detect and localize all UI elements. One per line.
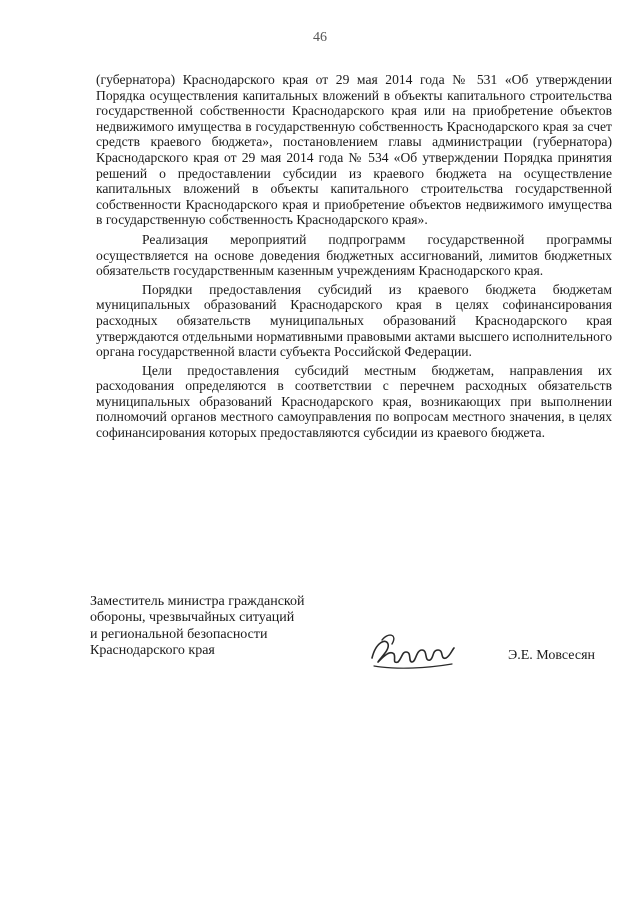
- paragraph-subsidy-procedures: Порядки предоставления субсидий из краевого бюджета бюджетам муниципальных образований Краснодарского края в целях софинансирования расходных обязательств муниципальных образований Краснодарского края утверждаются отдельными нормативными правовыми актами высшего исполнительного органа государственной власти субъекта Российской Федерации.: [96, 281, 612, 360]
- paragraph-subsidy-goals: Цели предоставления субсидий местным бюджетам, направления их расходования определяются в соответствии с перечнем расходных обязательств муниципальных образований Краснодарского края, возникающих при выполнении полномочий органов местного самоуправления по вопросам местного значения, в целях софинансирования которых предоставляются субсидии из краевого бюджета.: [96, 362, 612, 441]
- signatory-position: [90, 594, 350, 660]
- paragraph-legal-references: (губернатора) Краснодарского края от 29 мая 2014 года № 531 «Об утверждении Порядка осуществления капитальных вложений в объекты капитального строительства государственной собственности Краснодарского края или на приобретение объектов недвижимого имущества в государственную собственность Краснодарского края за счет средств краевого бюджета», постановлением главы администрации (губернатора) Краснодарского края от 29 мая 2014 года № 534 «Об утверждении Порядка принятия решений о предоставлении субсидии из краевого бюджета на осуществление капитальных вложений в объекты капитального строительства государственной собственности Краснодарского края и приобретение объектов недвижимого имущества в государственную собственность Краснодарского края».: [96, 72, 612, 228]
- document-body: [96, 72, 612, 444]
- page-number: 46: [313, 30, 327, 45]
- paragraph-implementation: Реализация мероприятий подпрограмм государственной программы осуществляется на основе доведения бюджетных ассигнований, лимитов бюджетных обязательств государственным казенным учреждениям Краснодарского края.: [96, 231, 612, 279]
- signatory-name: Э.Е. Мовсесян: [508, 648, 596, 663]
- signatory-position-line: обороны, чрезвычайных ситуаций: [90, 610, 295, 626]
- handwritten-signature: [368, 628, 458, 672]
- signatory-position-line: и региональной безопасности: [90, 626, 268, 642]
- signatory-position-line: Заместитель министра гражданской: [90, 594, 305, 609]
- signatory-position-line: Краснодарского края: [90, 643, 215, 659]
